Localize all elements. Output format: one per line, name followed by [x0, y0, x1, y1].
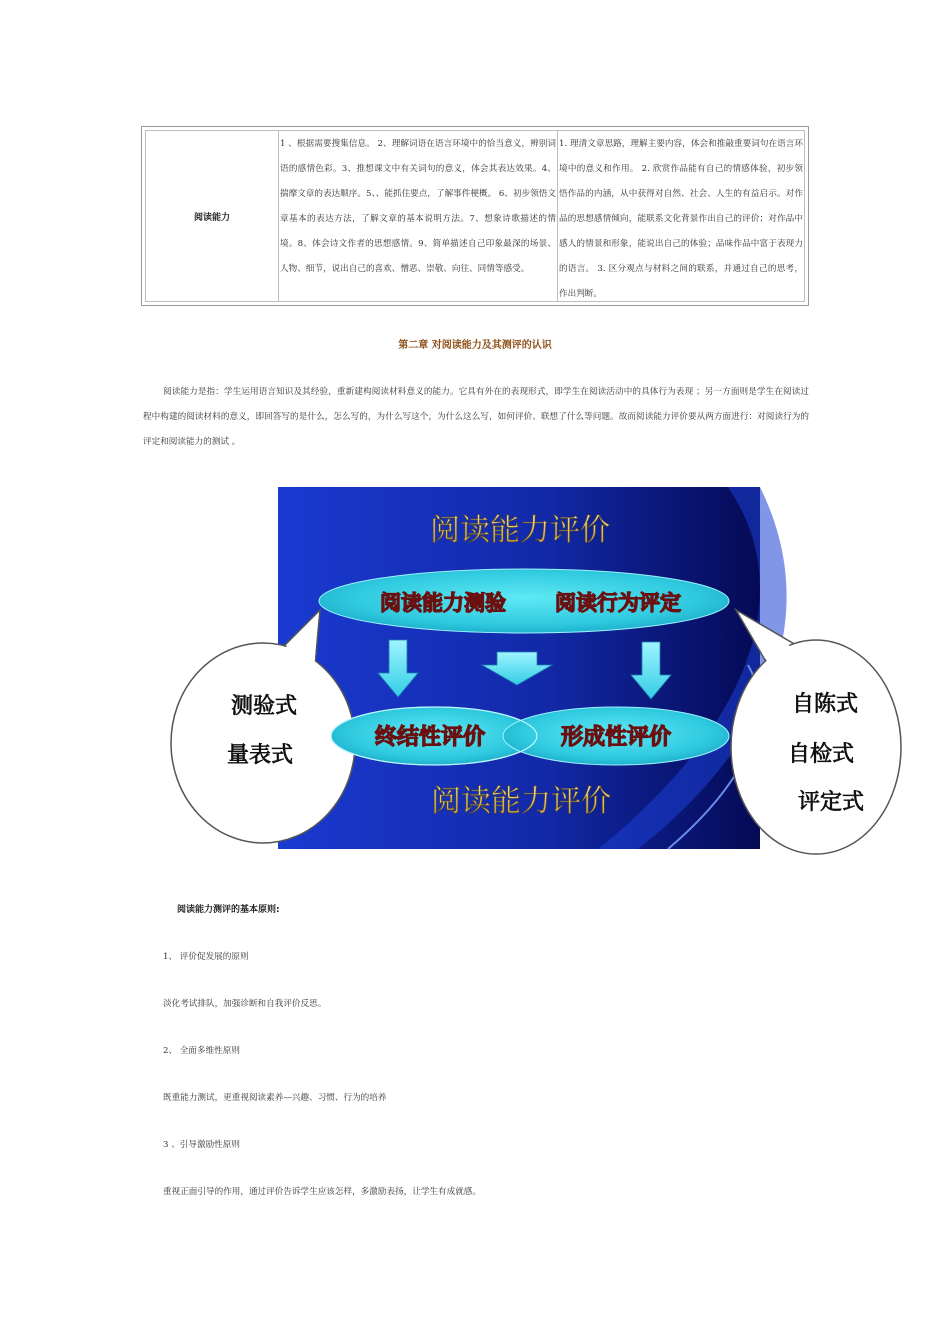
intro-paragraph: [143, 380, 809, 455]
top-right-label: 阅读行为评定: [555, 591, 681, 615]
mid-right-label: 形成性评价: [560, 725, 672, 750]
chapter-title: 第二章 对阅读能力及其测评的认识: [398, 340, 552, 351]
table-cell-text-stage3: 1. 理清文章思路，理解主要内容，体会和推敲重要词句在语言环境中的意义和作用。 2. 欣赏作品能有自己的情感体验，初步领悟作品的内涵，从中获得对自然、社会、人生的有益启示。对作品的思想感情倾向，能联系文化背景作出自己的评价；对作品中感人的情景和形象，能说出自己的体验；品味作品中富于表现力的语言。 3. 区分观点与材料之间的联系，并通过自己的思考，作出判断。: [559, 139, 803, 299]
principle-2-heading: 2、 全面多维性原则: [163, 1046, 240, 1056]
diagram-bottom-title: 阅读能力评价: [431, 784, 611, 819]
evaluation-diagram-svg: [168, 485, 908, 860]
right-bubble-line-2: 自检式: [787, 741, 855, 767]
right-bubble-line-1: 自陈式: [791, 691, 859, 717]
right-bubble-line-3: 评定式: [797, 789, 865, 815]
evaluation-diagram: [168, 485, 908, 860]
standards-table: [141, 126, 809, 306]
left-bubble-line-1: 测验式: [230, 693, 298, 719]
principle-1-heading: 1、 评价促发展的原则: [163, 952, 249, 962]
principle-3-text: 重视正面引导的作用，通过评价告诉学生应该怎样，多激励表扬，让学生有成就感。: [163, 1187, 481, 1197]
table-cell-text-stage2: 1 、根据需要搜集信息。 2、理解词语在语言环境中的恰当意义，辨别词语的感情色彩。3、推想课文中有关词句的意义，体会其表达效果。4、揣摩文章的表达顺序。5、、能抓住要点，了解事件梗概。 6、初步领悟文章基本的表达方法，了解文章的基本说明方法。7、想象诗歌描述的情境。8、体会诗文作者的思想感情。9、简单描述自己印象最深的场景、人物、细节，说出自己的喜欢、憎恶、崇敬、向往、同情等感受。: [280, 139, 556, 274]
top-left-label: 阅读能力测验: [380, 591, 506, 615]
table-row-label-cell: [146, 131, 279, 301]
table-row-label: 阅读能力: [193, 212, 230, 223]
diagram-top-title: 阅读能力评价: [430, 513, 610, 548]
table-row: [145, 130, 805, 302]
intro-text: 阅读能力是指：学生运用语言知识及其经验，重新建构阅读材料意义的能力。它具有外在的表现形式，即学生在阅读活动中的具体行为表现 ；另一方面则是学生在阅读过程中构建的阅读材料的意义，即回答写的是什么，怎么写的，为什么写这个，为什么这么写，如何评价、联想了什么等问题。故而阅读能力评价要从两方面进行：对阅读行为的评定和阅读能力的测试 。: [143, 387, 809, 447]
principle-1-text: 淡化考试排队，加强诊断和自我评价反思。: [163, 999, 327, 1009]
mid-left-label: 终结性评价: [374, 725, 486, 750]
principle-2-text: 既重能力测试，更重视阅读素养—兴趣、习惯、行为的培养: [163, 1093, 387, 1103]
table-cell-stage2: [279, 131, 558, 301]
principles-title: 阅读能力测评的基本原则:: [177, 905, 280, 915]
left-bubble-line-2: 量表式: [226, 742, 294, 768]
table-cell-stage3: [558, 131, 804, 301]
principle-3-heading: 3 、引导激励性原则: [163, 1140, 240, 1150]
